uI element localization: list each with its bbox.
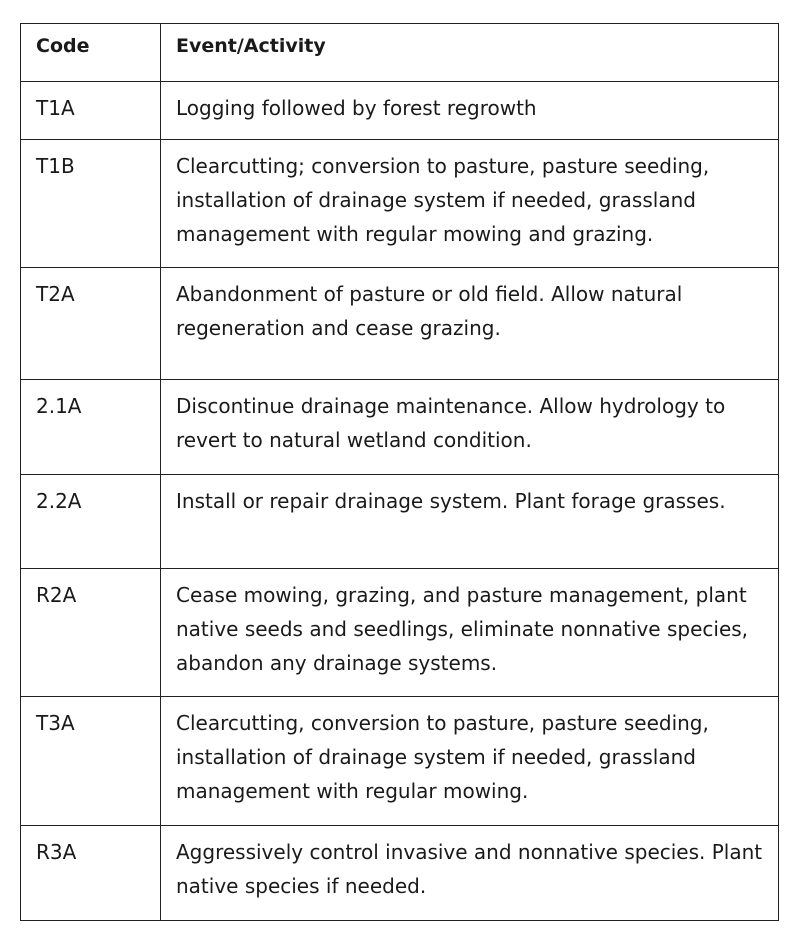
header-code: Code bbox=[21, 24, 161, 82]
event-cell: Cease mowing, grazing, and pasture management, plant native seeds and seedlings, eliminate nonnative species, abandon any drainage systems. bbox=[161, 569, 779, 697]
table-row bbox=[21, 569, 779, 697]
code-cell: R3A bbox=[21, 826, 161, 921]
event-cell: Aggressively control invasive and nonnative species. Plant native species if needed. bbox=[161, 826, 779, 921]
table-row bbox=[21, 475, 779, 569]
code-cell: 2.2A bbox=[21, 475, 161, 569]
event-cell: Logging followed by forest regrowth bbox=[161, 82, 779, 140]
table-row bbox=[21, 268, 779, 380]
code-cell: T3A bbox=[21, 697, 161, 826]
code-cell: R2A bbox=[21, 569, 161, 697]
event-cell: Install or repair drainage system. Plant forage grasses. bbox=[161, 475, 779, 569]
table-row bbox=[21, 140, 779, 268]
code-cell: T1A bbox=[21, 82, 161, 140]
code-cell: T1B bbox=[21, 140, 161, 268]
event-activity-table bbox=[20, 23, 779, 921]
header-event-activity: Event/Activity bbox=[161, 24, 779, 82]
table-header-row bbox=[21, 24, 779, 82]
event-cell: Discontinue drainage maintenance. Allow hydrology to revert to natural wetland condition. bbox=[161, 380, 779, 475]
event-cell: Abandonment of pasture or old field. Allow natural regeneration and cease grazing. bbox=[161, 268, 779, 380]
event-cell: Clearcutting; conversion to pasture, pasture seeding, installation of drainage system if needed, grassland management with regular mowing and grazing. bbox=[161, 140, 779, 268]
table-row bbox=[21, 380, 779, 475]
table-row bbox=[21, 826, 779, 921]
table-row bbox=[21, 82, 779, 140]
code-cell: T2A bbox=[21, 268, 161, 380]
table-row bbox=[21, 697, 779, 826]
event-cell: Clearcutting, conversion to pasture, pasture seeding, installation of drainage system if needed, grassland management with regular mowing. bbox=[161, 697, 779, 826]
code-cell: 2.1A bbox=[21, 380, 161, 475]
